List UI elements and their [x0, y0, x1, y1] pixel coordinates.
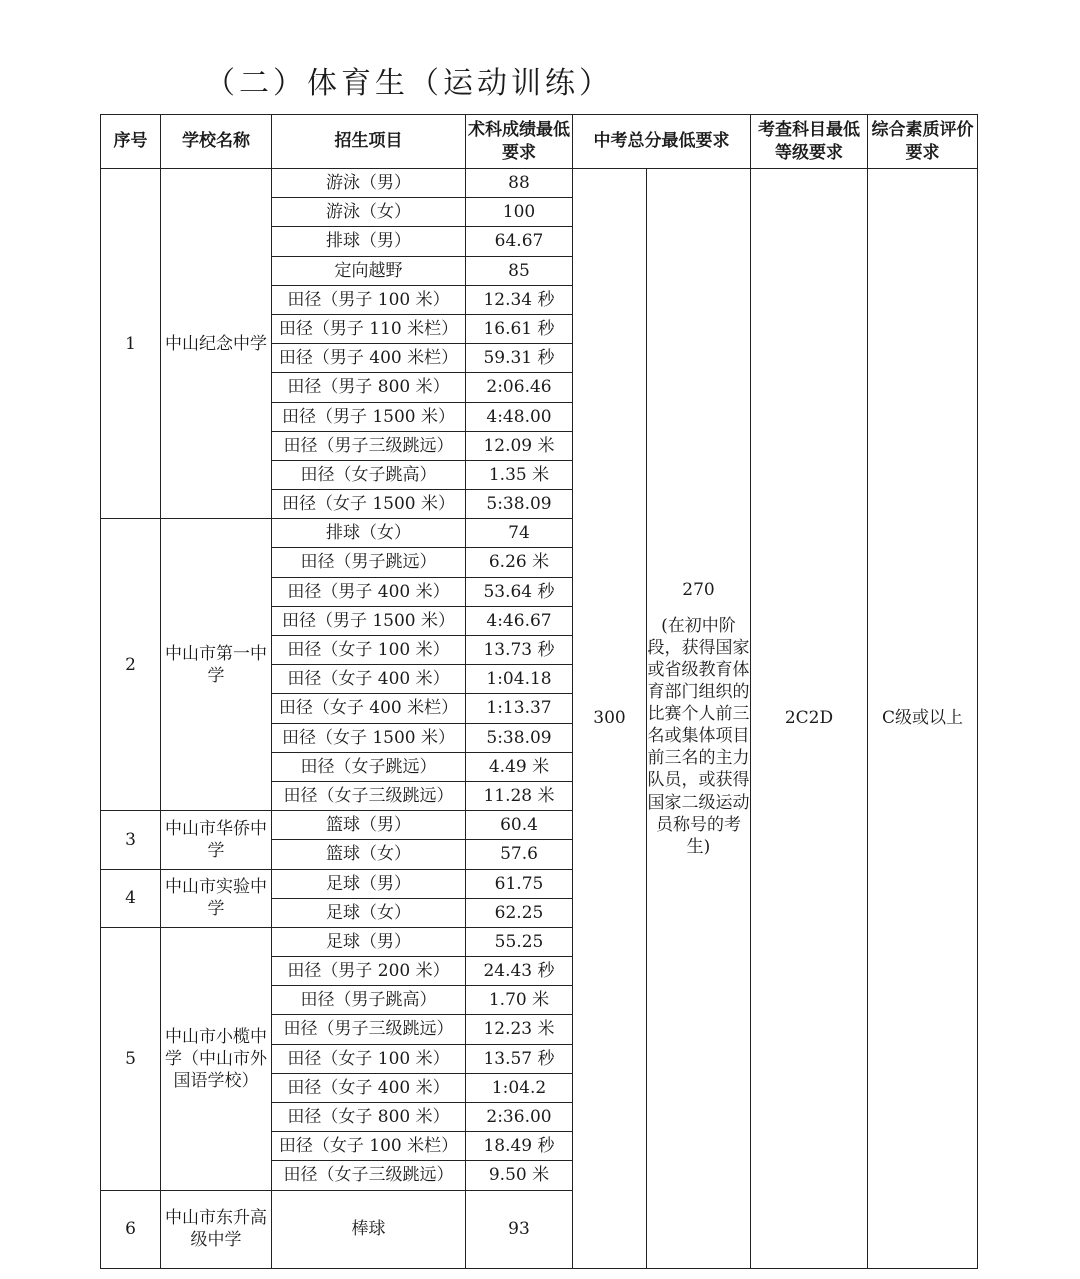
- event-name: 田径（女子 100 米）: [272, 636, 466, 665]
- skill-score: 5:38.09: [466, 723, 573, 752]
- event-name: 田径（男子 1500 米）: [272, 606, 466, 635]
- skill-score: 12.09 米: [466, 431, 573, 460]
- school-name: 中山纪念中学: [161, 169, 272, 519]
- skill-score: 12.34 秒: [466, 285, 573, 314]
- skill-score: 61.75: [466, 869, 573, 898]
- event-name: 田径（男子 200 米）: [272, 957, 466, 986]
- skill-score: 1:04.2: [466, 1073, 573, 1102]
- event-name: 棒球: [272, 1190, 466, 1268]
- skill-score: 16.61 秒: [466, 314, 573, 343]
- event-name: 足球（男）: [272, 927, 466, 956]
- total-score-required: 300: [573, 169, 647, 1269]
- header-skill-score: 术科成绩最低要求: [466, 115, 573, 169]
- total-score-special-note: (在初中阶段，获得国家或省级教育体育部门组织的比赛个人前三名或集体项目前三名的主力队员，或获得国家二级运动员称号的考生): [647, 615, 750, 857]
- event-name: 田径（女子 800 米）: [272, 1103, 466, 1132]
- skill-score: 4:46.67: [466, 606, 573, 635]
- skill-score: 55.25: [466, 927, 573, 956]
- table-row: [101, 169, 978, 198]
- event-name: 田径（男子 800 米）: [272, 373, 466, 402]
- event-name: 田径（女子三级跳远）: [272, 1161, 466, 1190]
- skill-score: 1:13.37: [466, 694, 573, 723]
- school-index: 5: [101, 927, 161, 1190]
- event-name: 田径（女子 100 米）: [272, 1044, 466, 1073]
- event-name: 田径（男子 400 米栏）: [272, 344, 466, 373]
- header-subject-grade: 考查科目最低等级要求: [751, 115, 868, 169]
- skill-score: 12.23 米: [466, 1015, 573, 1044]
- event-name: 定向越野: [272, 256, 466, 285]
- event-name: 田径（女子 400 米）: [272, 665, 466, 694]
- event-name: 田径（女子 400 米栏）: [272, 694, 466, 723]
- school-index: 6: [101, 1190, 161, 1268]
- total-score-special-cell: [647, 169, 751, 1269]
- skill-score: 2:36.00: [466, 1103, 573, 1132]
- event-name: 田径（女子 1500 米）: [272, 490, 466, 519]
- school-name: 中山市小榄中学（中山市外国语学校）: [161, 927, 272, 1190]
- event-name: 田径（男子 100 米）: [272, 285, 466, 314]
- skill-score: 93: [466, 1190, 573, 1268]
- skill-score: 57.6: [466, 840, 573, 869]
- header-evaluation: 综合素质评价要求: [868, 115, 978, 169]
- event-name: 排球（男）: [272, 227, 466, 256]
- skill-score: 2:06.46: [466, 373, 573, 402]
- event-name: 田径（男子三级跳远）: [272, 431, 466, 460]
- skill-score: 9.50 米: [466, 1161, 573, 1190]
- admission-table: [100, 114, 978, 1269]
- header-index: 序号: [101, 115, 161, 169]
- skill-score: 13.73 秒: [466, 636, 573, 665]
- event-name: 田径（男子跳高）: [272, 986, 466, 1015]
- skill-score: 88: [466, 169, 573, 198]
- skill-score: 4:48.00: [466, 402, 573, 431]
- event-name: 篮球（女）: [272, 840, 466, 869]
- page-title: （二）体育生（运动训练）: [205, 66, 613, 101]
- event-name: 田径（女子三级跳远）: [272, 781, 466, 810]
- header-event: 招生项目: [272, 115, 466, 169]
- skill-score: 62.25: [466, 898, 573, 927]
- skill-score: 11.28 米: [466, 781, 573, 810]
- school-index: 2: [101, 519, 161, 811]
- school-index: 1: [101, 169, 161, 519]
- skill-score: 24.43 秒: [466, 957, 573, 986]
- event-name: 田径（女子跳高）: [272, 460, 466, 489]
- event-name: 足球（男）: [272, 869, 466, 898]
- school-index: 4: [101, 869, 161, 927]
- event-name: 游泳（女）: [272, 198, 466, 227]
- event-name: 田径（女子跳远）: [272, 752, 466, 781]
- skill-score: 64.67: [466, 227, 573, 256]
- school-name: 中山市东升高级中学: [161, 1190, 272, 1268]
- subject-grade-required: 2C2D: [751, 169, 868, 1269]
- skill-score: 1:04.18: [466, 665, 573, 694]
- school-name: 中山市华侨中学: [161, 811, 272, 869]
- header-school: 学校名称: [161, 115, 272, 169]
- school-name: 中山市实验中学: [161, 869, 272, 927]
- skill-score: 1.70 米: [466, 986, 573, 1015]
- skill-score: 13.57 秒: [466, 1044, 573, 1073]
- total-score-special: 270: [682, 579, 715, 600]
- header-total-score: 中考总分最低要求: [573, 115, 751, 169]
- school-index: 3: [101, 811, 161, 869]
- skill-score: 53.64 秒: [466, 577, 573, 606]
- event-name: 田径（男子跳远）: [272, 548, 466, 577]
- skill-score: 18.49 秒: [466, 1132, 573, 1161]
- event-name: 田径（男子三级跳远）: [272, 1015, 466, 1044]
- school-name: 中山市第一中学: [161, 519, 272, 811]
- event-name: 田径（男子 110 米栏）: [272, 314, 466, 343]
- skill-score: 59.31 秒: [466, 344, 573, 373]
- table-header-row: [101, 115, 978, 169]
- skill-score: 60.4: [466, 811, 573, 840]
- skill-score: 74: [466, 519, 573, 548]
- event-name: 游泳（男）: [272, 169, 466, 198]
- skill-score: 85: [466, 256, 573, 285]
- skill-score: 5:38.09: [466, 490, 573, 519]
- event-name: 足球（女）: [272, 898, 466, 927]
- event-name: 田径（男子 400 米）: [272, 577, 466, 606]
- event-name: 田径（女子 1500 米）: [272, 723, 466, 752]
- skill-score: 6.26 米: [466, 548, 573, 577]
- event-name: 田径（男子 1500 米）: [272, 402, 466, 431]
- event-name: 田径（女子 400 米）: [272, 1073, 466, 1102]
- event-name: 排球（女）: [272, 519, 466, 548]
- skill-score: 1.35 米: [466, 460, 573, 489]
- table-body: [101, 169, 978, 1269]
- event-name: 篮球（男）: [272, 811, 466, 840]
- event-name: 田径（女子 100 米栏）: [272, 1132, 466, 1161]
- evaluation-required: C级或以上: [868, 169, 978, 1269]
- skill-score: 4.49 米: [466, 752, 573, 781]
- skill-score: 100: [466, 198, 573, 227]
